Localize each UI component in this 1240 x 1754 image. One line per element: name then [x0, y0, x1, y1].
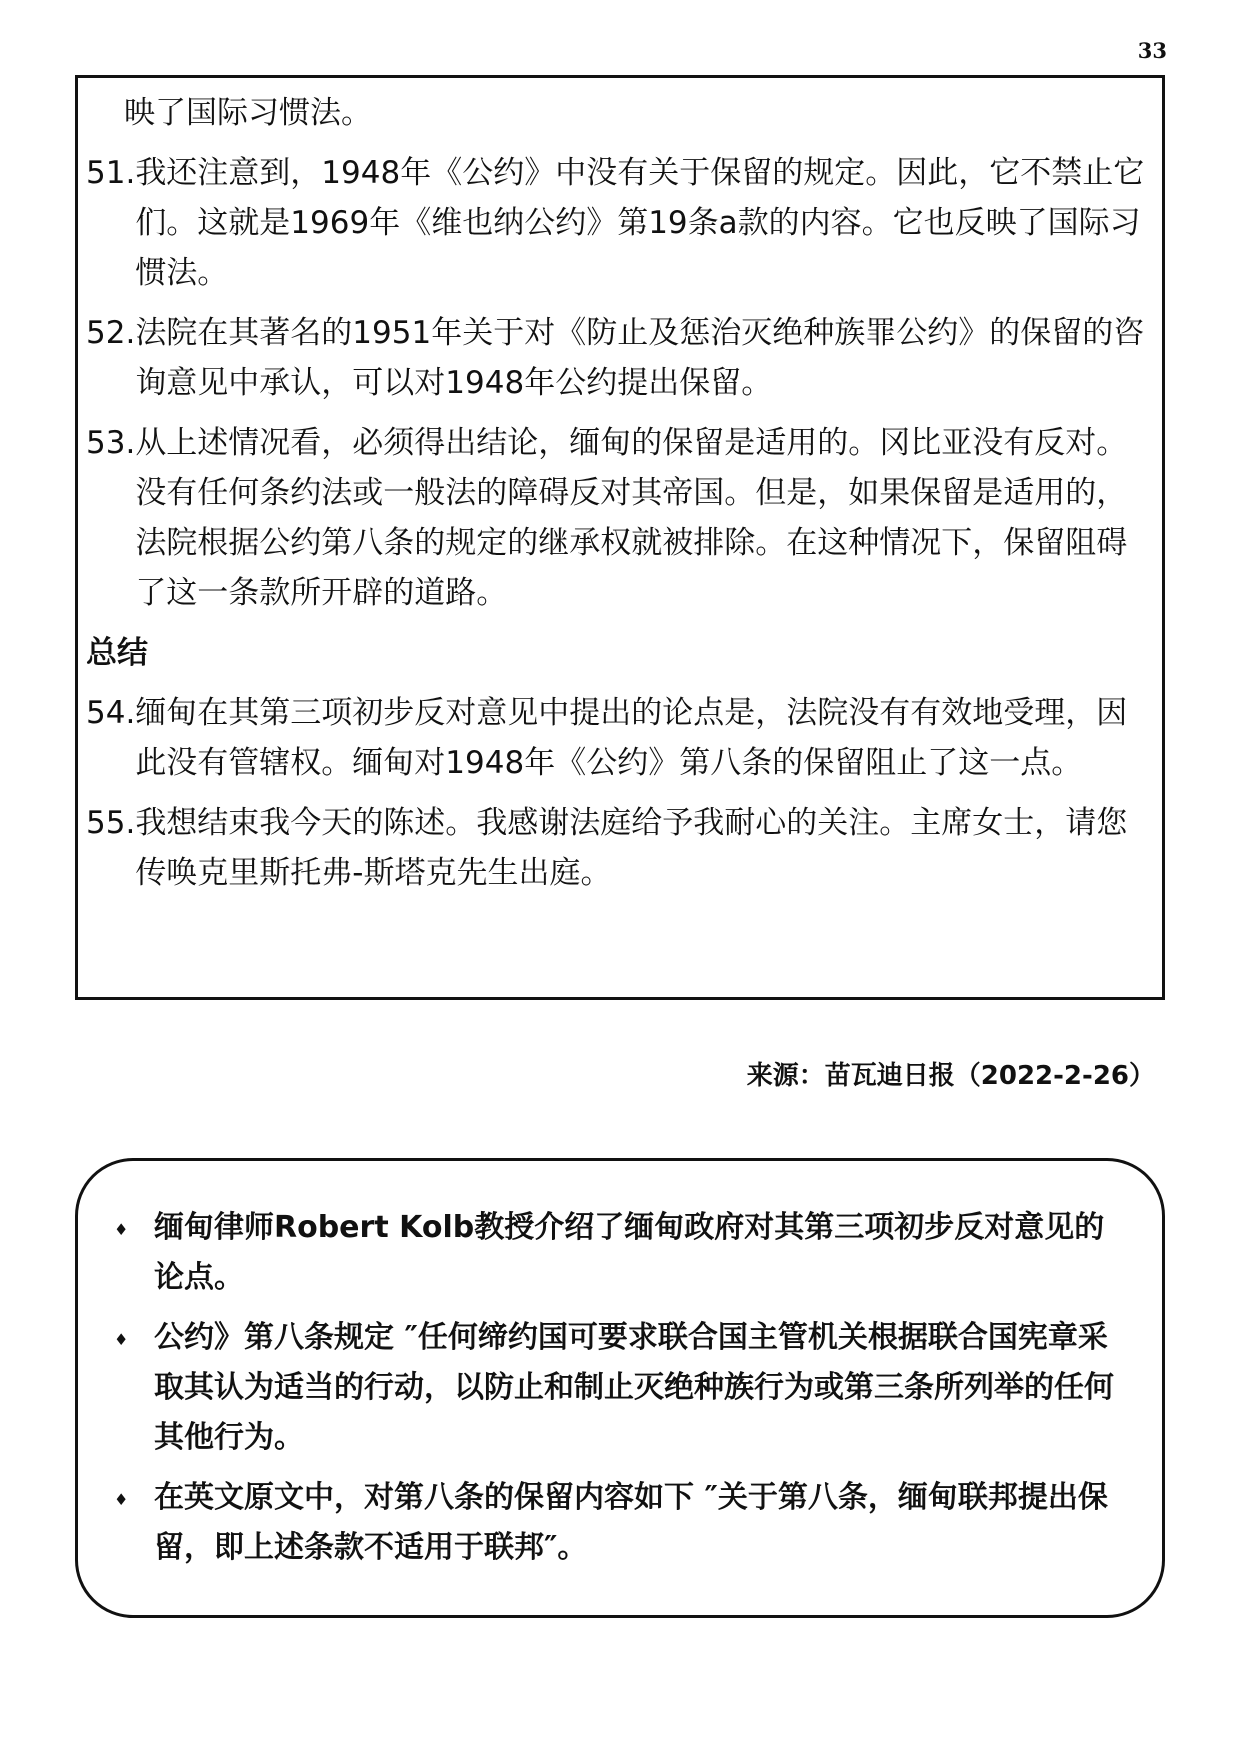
summary-item-text: 缅甸律师Robert Kolb教授介绍了缅甸政府对其第三项初步反对意见的论点。 — [154, 1210, 1105, 1295]
paragraph-number: 52. — [86, 315, 136, 351]
paragraph-number: 53. — [86, 425, 136, 461]
paragraph-52 — [86, 308, 1154, 408]
paragraph-text: 我还注意到，1948年《公约》中没有关于保留的规定。因此，它不禁止它们。这就是1969年《维也纳公约》第19条a款的内容。它也反映了国际习惯法。 — [135, 155, 1145, 291]
paragraph-number: 55. — [86, 805, 136, 841]
paragraph-54 — [86, 688, 1154, 788]
paragraph-number: 54. — [86, 695, 136, 731]
summary-item-text: 公约》第八条规定 ″任何缔约国可要求联合国主管机关根据联合国宪章采取其认为适当的行动，以防止和制止灭绝种族行为或第三条所列举的任何其他行为。 — [154, 1320, 1114, 1455]
summary-item — [108, 1313, 1132, 1463]
paragraph-number: 51. — [86, 155, 136, 191]
source-citation: 来源：苗瓦迪日报（2022-2-26） — [746, 1061, 1155, 1091]
continuation-text: 映了国际习惯法。 — [124, 95, 372, 131]
paragraph-text: 法院在其著名的1951年关于对《防止及惩治灭绝种族罪公约》的保留的咨询意见中承认，可以对1948年公约提出保留。 — [135, 315, 1145, 401]
page-number: 33 — [1137, 38, 1167, 63]
transcript-box — [75, 75, 1165, 1000]
diamond-bullet-icon: ♦ — [114, 1490, 129, 1509]
paragraph-53 — [86, 418, 1154, 618]
summary-item-text: 在英文原文中，对第八条的保留内容如下 ″关于第八条，缅甸联邦提出保留，即上述条款不适用于联邦″。 — [154, 1480, 1108, 1565]
section-heading-summary: 总结 — [86, 635, 148, 671]
paragraph-51 — [86, 148, 1154, 298]
paragraph-text: 我想结束我今天的陈述。我感谢法庭给予我耐心的关注。主席女士，请您传唤克里斯托弗-斯塔克先生出庭。 — [135, 805, 1128, 891]
summary-box — [75, 1158, 1165, 1618]
diamond-bullet-icon: ♦ — [114, 1220, 129, 1239]
summary-item — [108, 1473, 1132, 1573]
summary-item — [108, 1203, 1132, 1303]
paragraph-55 — [86, 798, 1154, 898]
paragraph-text: 缅甸在其第三项初步反对意见中提出的论点是，法院没有有效地受理，因此没有管辖权。缅甸对1948年《公约》第八条的保留阻止了这一点。 — [135, 695, 1128, 781]
diamond-bullet-icon: ♦ — [114, 1330, 129, 1349]
paragraph-text: 从上述情况看，必须得出结论，缅甸的保留是适用的。冈比亚没有反对。没有任何条约法或一般法的障碍反对其帝国。但是，如果保留是适用的，法院根据公约第八条的规定的继承权就被排除。在这种情况下，保留阻碍了这一条款所开辟的道路。 — [135, 425, 1128, 611]
